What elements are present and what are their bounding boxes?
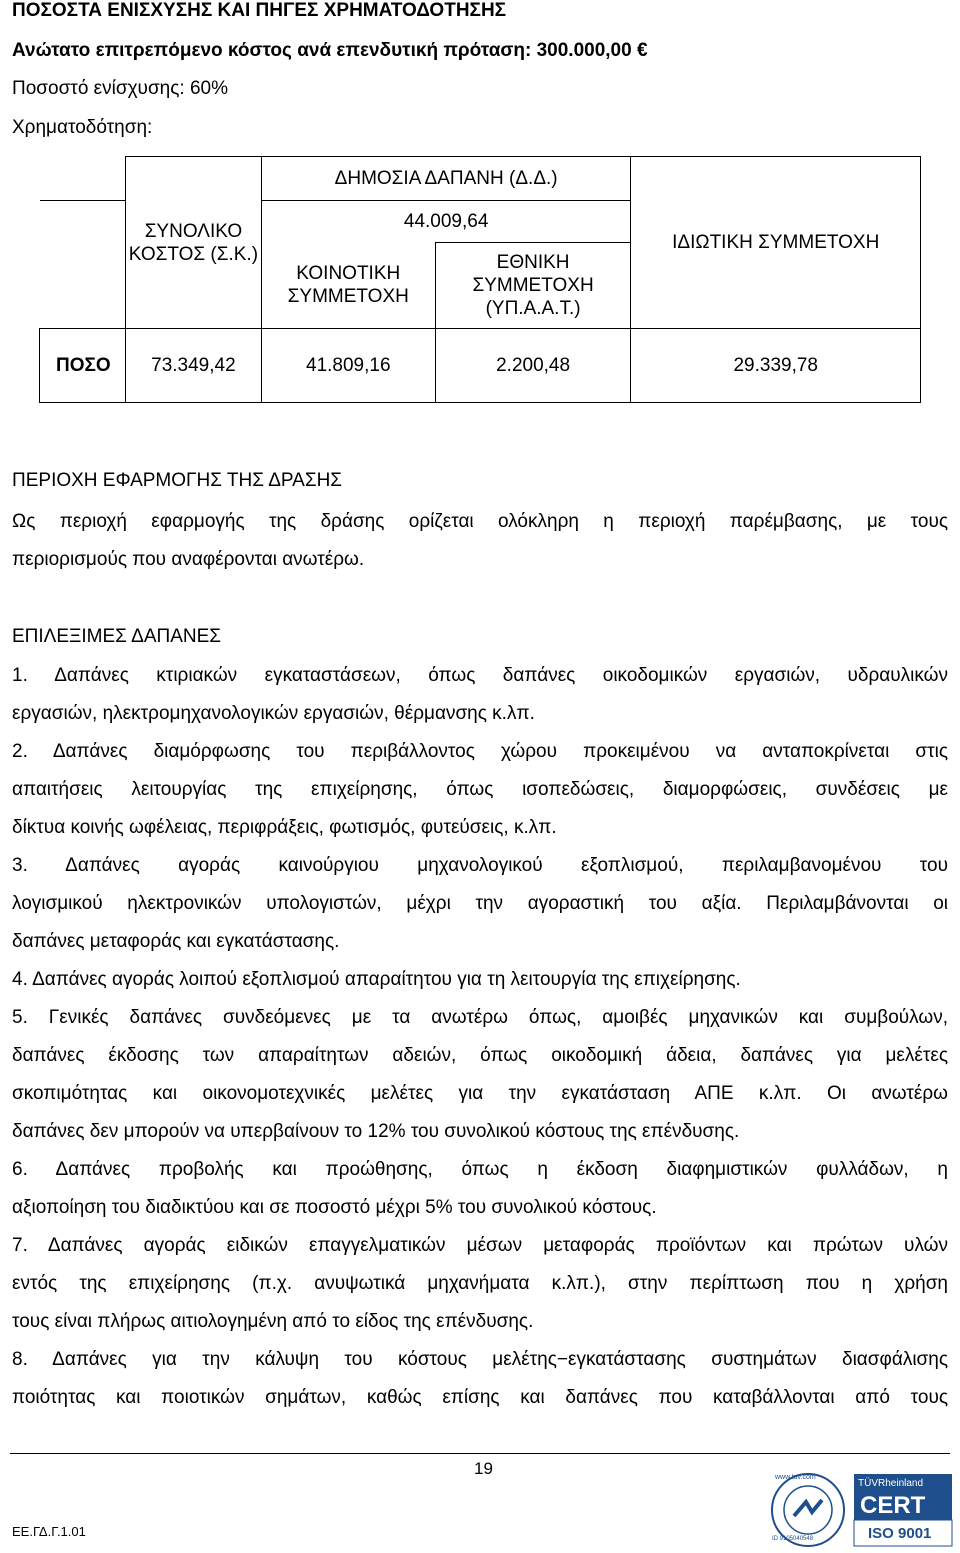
expenses-heading: ΕΠΙΛΕΞΙΜΕΣ ΔΑΠΑΝΕΣ bbox=[12, 626, 222, 647]
cert-url: www.tuv.com bbox=[775, 1474, 816, 1481]
national-header: ΕΘΝΙΚΗ ΣΥΜΜΕΤΟΧΗ (ΥΠ.Α.Α.Τ.) bbox=[435, 243, 631, 329]
footer-code: ΕΕ.ΓΔ.Γ.1.01 bbox=[12, 1524, 86, 1539]
total-cost-header: ΣΥΝΟΛΙΚΟ ΚΟΣΤΟΣ (Σ.Κ.) bbox=[125, 157, 261, 329]
cert-title: CERT bbox=[860, 1492, 926, 1519]
expense-line: δίκτυα κοινής ωφέλειας, περιφράξεις, φωτισμός, φυτεύσεις, κ.λπ. bbox=[12, 817, 557, 838]
expense-line: απαιτήσεις λειτουργίας της επιχείρησης, όπως ισοπεδώσεις, διαμορφώσεις, συνδέσεις με bbox=[12, 779, 948, 800]
community-value: 41.809,16 bbox=[261, 329, 435, 403]
expense-line: 3. Δαπάνες αγοράς καινούργιου μηχανολογικού εξοπλισμού, περιλαμβανομένου του bbox=[12, 855, 948, 876]
page-title: ΠΟΣΟΣΤΑ ΕΝΙΣΧΥΣΗΣ ΚΑΙ ΠΗΓΕΣ ΧΡΗΜΑΤΟΔΟΤΗΣΗΣ bbox=[12, 0, 507, 21]
expense-line: εργασιών, ηλεκτρομηχανολογικών εργασιών, θέρμανσης κ.λπ. bbox=[12, 703, 535, 724]
expense-line: 6. Δαπάνες προβολής και προώθησης, όπως η έκδοση διαφημιστικών φυλλάδων, η bbox=[12, 1159, 948, 1180]
cert-id: ID 9105040548 bbox=[772, 1536, 814, 1542]
expense-line: ποιότητας και ποιοτικών σημάτων, καθώς επίσης και δαπάνες που καταβάλλονται από τους bbox=[12, 1387, 948, 1408]
expense-line: δαπάνες έκδοσης των απαραίτητων αδειών, όπως οικοδομική άδεια, δαπάνες για μελέτες bbox=[12, 1045, 948, 1066]
expense-line: εντός της επιχείρησης (π.χ. ανυψωτικά μηχανήματα κ.λπ.), στην περίπτωση που η χρήση bbox=[12, 1273, 948, 1294]
footer-rule bbox=[10, 1453, 950, 1454]
expense-line: 7. Δαπάνες αγοράς ειδικών επαγγελματικών μέσων μεταφοράς προϊόντων και πρώτων υλών bbox=[12, 1235, 948, 1256]
expense-line: αξιοποίηση του διαδικτύου και σε ποσοστό μέχρι 5% του συνολικού κόστους. bbox=[12, 1197, 657, 1218]
private-value: 29.339,78 bbox=[631, 329, 921, 403]
cert-brand: TÜVRheinland bbox=[858, 1478, 924, 1489]
expense-line: τους είναι πλήρως αιτιολογημένη από το είδος της επένδυσης. bbox=[12, 1311, 534, 1332]
expense-line: 4. Δαπάνες αγοράς λοιπού εξοπλισμού απαραίτητου για τη λειτουργία της επιχείρησης. bbox=[12, 969, 741, 990]
table-corner bbox=[40, 157, 126, 201]
funding-table bbox=[39, 156, 921, 403]
area-paragraph bbox=[12, 503, 948, 579]
funding-label: Χρηματοδότηση: bbox=[12, 117, 153, 138]
area-line: Ως περιοχή εφαρμογής της δράσης ορίζεται ολόκληρη η περιοχή παρέμβασης, με τους bbox=[12, 511, 948, 532]
area-line: περιορισμούς που αναφέρονται ανωτέρω. bbox=[12, 549, 365, 570]
public-spending-header: ΔΗΜΟΣΙΑ ΔΑΠΑΝΗ (Δ.Δ.) bbox=[261, 157, 631, 201]
national-value: 2.200,48 bbox=[435, 329, 631, 403]
expense-line: δαπάνες μεταφοράς και εγκατάστασης. bbox=[12, 931, 340, 952]
expense-line: 2. Δαπάνες διαμόρφωσης του περιβάλλοντος χώρου προκειμένου να ανταποκρίνεται στις bbox=[12, 741, 948, 762]
private-header: ΙΔΙΩΤΙΚΗ ΣΥΜΜΕΤΟΧΗ bbox=[631, 157, 921, 329]
area-heading: ΠΕΡΙΟΧΗ ΕΦΑΡΜΟΓΗΣ ΤΗΣ ΔΡΑΣΗΣ bbox=[12, 470, 343, 491]
cert-iso: ISO 9001 bbox=[868, 1525, 932, 1542]
expense-line: δαπάνες δεν μπορούν να υπερβαίνουν το 12% του συνολικού κόστους της επένδυσης. bbox=[12, 1121, 740, 1142]
expense-line: 8. Δαπάνες για την κάλυψη του κόστους μελέτης−εγκατάστασης συστημάτων διασφάλισης bbox=[12, 1349, 948, 1370]
total-value: 73.349,42 bbox=[125, 329, 261, 403]
page-number: 19 bbox=[474, 1459, 493, 1478]
amount-row-label: ΠΟΣΟ bbox=[40, 329, 126, 403]
public-total: 44.009,64 bbox=[261, 201, 631, 243]
expenses-list bbox=[12, 657, 948, 1417]
max-cost: Ανώτατο επιτρεπόμενο κόστος ανά επενδυτική πρόταση: 300.000,00 € bbox=[12, 40, 648, 61]
community-header: ΚΟΙΝΟΤΙΚΗ ΣΥΜΜΕΤΟΧΗ bbox=[261, 243, 435, 329]
tuv-cert-logo bbox=[764, 1472, 954, 1548]
expense-line: 1. Δαπάνες κτιριακών εγκαταστάσεων, όπως δαπάνες οικοδομικών εργασιών, υδραυλικών bbox=[12, 665, 948, 686]
expense-line: 5. Γενικές δαπάνες συνδεόμενες με τα ανωτέρω όπως, αμοιβές μηχανικών και συμβούλων, bbox=[12, 1007, 948, 1028]
expense-line: λογισμικού ηλεκτρονικών υπολογιστών, μέχρι την αγοραστική του αξία. Περιλαμβάνονται οι bbox=[12, 893, 948, 914]
expense-line: σκοπιμότητας και οικονομοτεχνικές μελέτες για την εγκατάσταση ΑΠΕ κ.λπ. Οι ανωτέρω bbox=[12, 1083, 948, 1104]
aid-rate: Ποσοστό ενίσχυσης: 60% bbox=[12, 78, 228, 99]
